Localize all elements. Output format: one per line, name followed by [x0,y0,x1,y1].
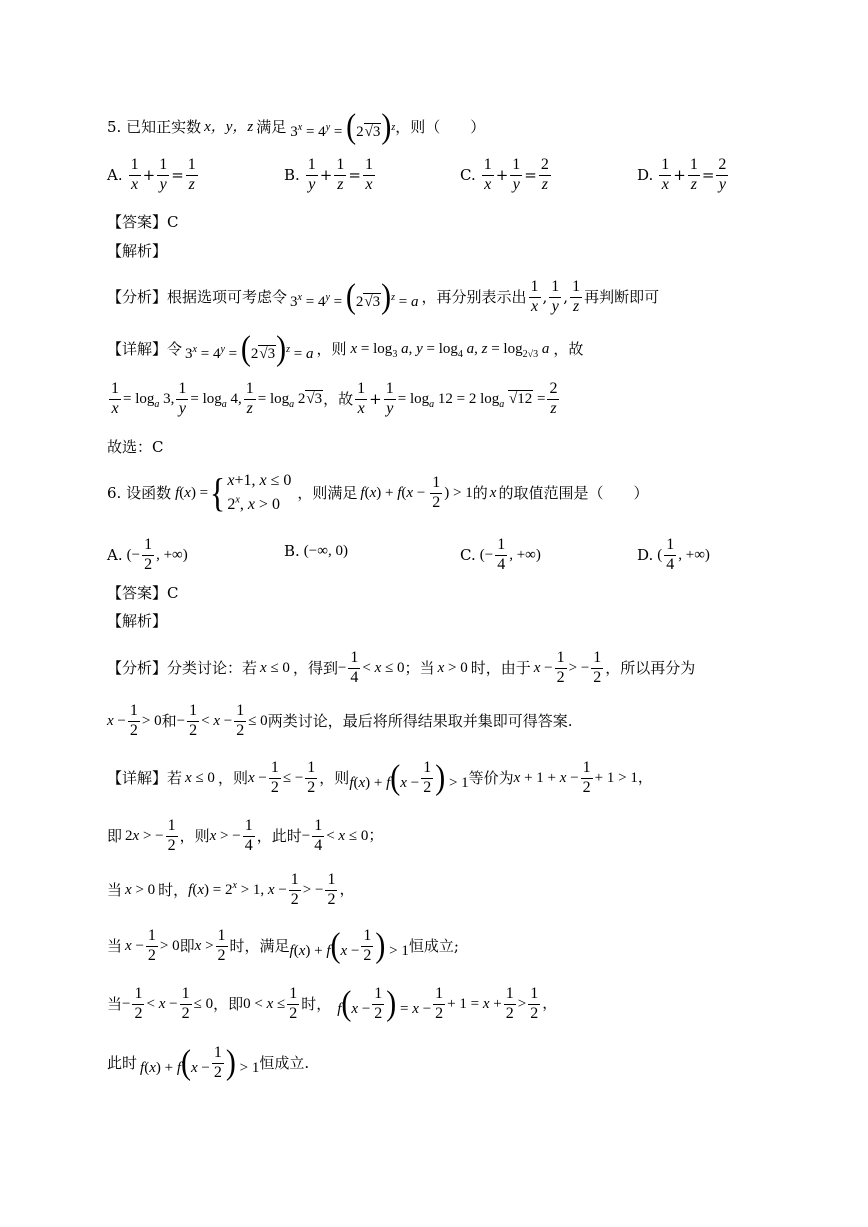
xiangjie-text: 即 [107,826,123,845]
fenxi-text: 两类讨论，最后将所得结果取并集即可得答案. [267,711,573,730]
fenxi-text: 分类讨论：若 [167,658,258,677]
q6-option-a: A. (− $\frac{1}{2}$ , +∞) [107,536,188,573]
fenxi-equation: $3^x = 4^y = (2√3)^z = a$ [290,277,419,316]
q6-piecewise: x+1, x ≤ 0 2$^x$, x > 0 [227,472,292,513]
xiangjie-text: 若 [167,768,183,787]
q6-answer: 【答案】C [107,584,179,602]
option-letter: C. [460,166,476,185]
q5-conclusion: 故选：C [107,438,164,456]
fenxi-text: 再判断即可 [584,287,660,306]
fenxi-text: 时，由于 [470,658,531,677]
xiangjie-text: 此时 [107,1053,138,1072]
xiangjie-text: 即 [179,936,195,955]
xiangjie-text: 恒成立. [259,1053,310,1072]
q5-option-d: D. $\frac{1}{x}$ + $\frac{1}{z}$ = $\frac{2}{y}$ [637,156,727,193]
q6-option-b: B. (−∞, 0) [284,542,348,560]
option-letter: C. [460,546,476,565]
q6-stem-end: 的取值范围是（ ） [498,483,649,502]
xiangjie-label: 【详解】 [107,768,168,787]
q6-fenxi-1: 【分析】 分类讨论：若 x ≤ 0 ，得到 − $\frac{1}{4}$ < x ≤ 0 ；当 x > 0 时，由于 x − $\frac{1}{2}$ > − $\frac{1}{2}$ ，所以再分为 [107,649,696,686]
xiangjie-text: 令 [167,339,183,358]
q5-stem [107,107,486,146]
xiangjie-text: ，则 [316,339,347,358]
q5-analysis-label: 【解析】 [107,242,168,260]
q6-xiangjie-1: 【详解】 若 x ≤ 0 ，则 x − $\frac{1}{2}$ ≤ − $\frac{1}{2}$ ，则 f(x) + f(x − $\frac{1}{2}$ ) > 1 等价为 x + 1 + x − $\frac{1}{2}$ + 1 > 1， [107,758,653,797]
q5-option-a: A. $\frac{1}{x}$ + $\frac{1}{y}$ = $\frac{1}{z}$ [107,156,196,193]
option-letter: A. [107,546,123,565]
xiangjie-text: 等价为 [468,768,514,787]
q6-stem-prefix: 6. 设函数 [107,483,172,502]
q5-stem-prefix: 5. 已知正实数 [107,117,202,136]
q5-stem-suffix: ，则（ ） [395,117,486,136]
q6-xiangjie-5: 当 − $\frac{1}{2}$ < x − $\frac{1}{2}$ ≤ 0 ，即 0 < x ≤ $\frac{1}{2}$ 时， f(x − $\frac{1}{2}$ ) = x − $\frac{1}{2}$ + 1 = x + $\frac{1}{2}$ > $\frac{1}{2}$ ， [107,984,558,1023]
option-letter: B. [284,542,300,560]
xiangjie-text: ，此时 [256,826,302,845]
xiangjie-logs: $x = \log_3 a$, $y = \log_4 a$, $z = \log_{2√3} a$ [350,340,550,360]
q6-analysis-label: 【解析】 [107,612,168,630]
q5-equation: $3^x = 4^y = (2√3)^z$ [290,107,396,146]
fenxi-text: ；当 [404,658,435,677]
xiangjie-text: 恒成立; [408,936,459,955]
q5-stem-vars: x，y，z [204,118,254,135]
q6-xiangjie-6: 此时 f(x) + f(x − $\frac{1}{2}$ ) > 1 恒成立. [107,1043,310,1082]
q6-xiangjie-2: 即 2x > − $\frac{1}{2}$ ，则 x > − $\frac{1}{4}$ ，此时 − $\frac{1}{4}$ < x ≤ 0； [107,817,384,854]
fenxi-label: 【分析】 [107,287,168,306]
q6-fenxi-2: x − $\frac{1}{2}$ > 0 和 − $\frac{1}{2}$ < x − $\frac{1}{2}$ ≤ 0 两类讨论，最后将所得结果取并集即可得答案. [107,702,573,739]
q5-stem-mid: 满足 [256,117,287,136]
q6-stem: 6. 设函数 f(x) = { x+1, x ≤ 0 2$^x$, x > 0 ，则满足 f(x) + f(x − $\frac{1}{2}$ ) > 1 的 x 的取值范围是（ ） [107,470,649,515]
xiangjie-text: 当 [107,994,123,1013]
q6-option-d: D. ( $\frac{1}{4}$ , +∞) [637,536,710,573]
option-letter: D. [637,546,654,565]
xiangjie-text: 时， [158,880,189,899]
xiangjie-label: 【详解】 [107,339,168,358]
xiangjie-text: 当 [107,936,123,955]
q6-xiangjie-4: 当 x − $\frac{1}{2}$ > 0 即 x > $\frac{1}{2}$ 时，满足 f(x) + f(x − $\frac{1}{2}$ ) > 1 恒成立; [107,926,459,965]
q5-xiangjie [107,329,584,368]
q5-option-b: B. $\frac{1}{y}$ + $\frac{1}{z}$ = $\frac{1}{x}$ [284,156,373,193]
xiangjie-text: ，则 [179,826,210,845]
fenxi-text: ，得到 [292,658,338,677]
xiangjie-text: ，故 [553,339,584,358]
q5-option-c: C. $\frac{1}{x}$ + $\frac{1}{y}$ = $\frac{2}{z}$ [460,156,549,193]
fenxi-text: 和 [161,711,177,730]
q6-option-c: C. (− $\frac{1}{4}$ , +∞) [460,536,541,573]
fenxi-label: 【分析】 [107,658,168,677]
option-letter: B. [284,166,300,185]
xiangjie-text: 时，满足 [229,936,290,955]
q6-xiangjie-3: 当 x > 0 时， $f(x) = 2^x > 1$, x − $\frac{1}{2}$ > − $\frac{1}{2}$ ， [107,871,355,908]
fenxi-text: 根据选项可考虑令 [167,287,288,306]
fenxi-text: ，所以再分为 [605,658,696,677]
xiangjie-text: 当 [107,880,123,899]
option-letter: A. [107,166,123,185]
xiangjie-text: 时， [301,994,332,1013]
xiangjie-text: ，即 [213,994,244,1013]
option-letter: D. [637,166,654,185]
q5-fenxi: 【分析】 根据选项可考虑令 $3^x = 4^y = (2√3)^z = a$ ，再分别表示出 $\frac{1}{x}$ , $\frac{1}{y}$ , $\frac{1}{z}$ 再判断即可 [107,277,660,316]
xiangjie-text: ，则 [217,768,248,787]
fenxi-text: ，再分别表示出 [421,287,527,306]
q5-answer: 【答案】C [107,213,179,231]
q6-stem-mid: ，则满足 [297,483,358,502]
q5-derivation: $\frac{1}{x}$ = $\log_a 3$, $\frac{1}{y}$ = $\log_a 4$, $\frac{1}{z}$ = $\log_a 2√3$ ，故 $\frac{1}{x}$ + $\frac{1}{y}$ = $\log_a 12 = 2$ $\log_a √12$ = $\frac{2}{z}$ [111,380,558,417]
q6-stem-suffix: 的 [472,483,488,502]
xiangjie-equation: $3^x = 4^y = (2√3)^z = a$ [185,329,314,368]
gu-text: ，故 [323,389,354,408]
xiangjie-text: ，则 [319,768,350,787]
